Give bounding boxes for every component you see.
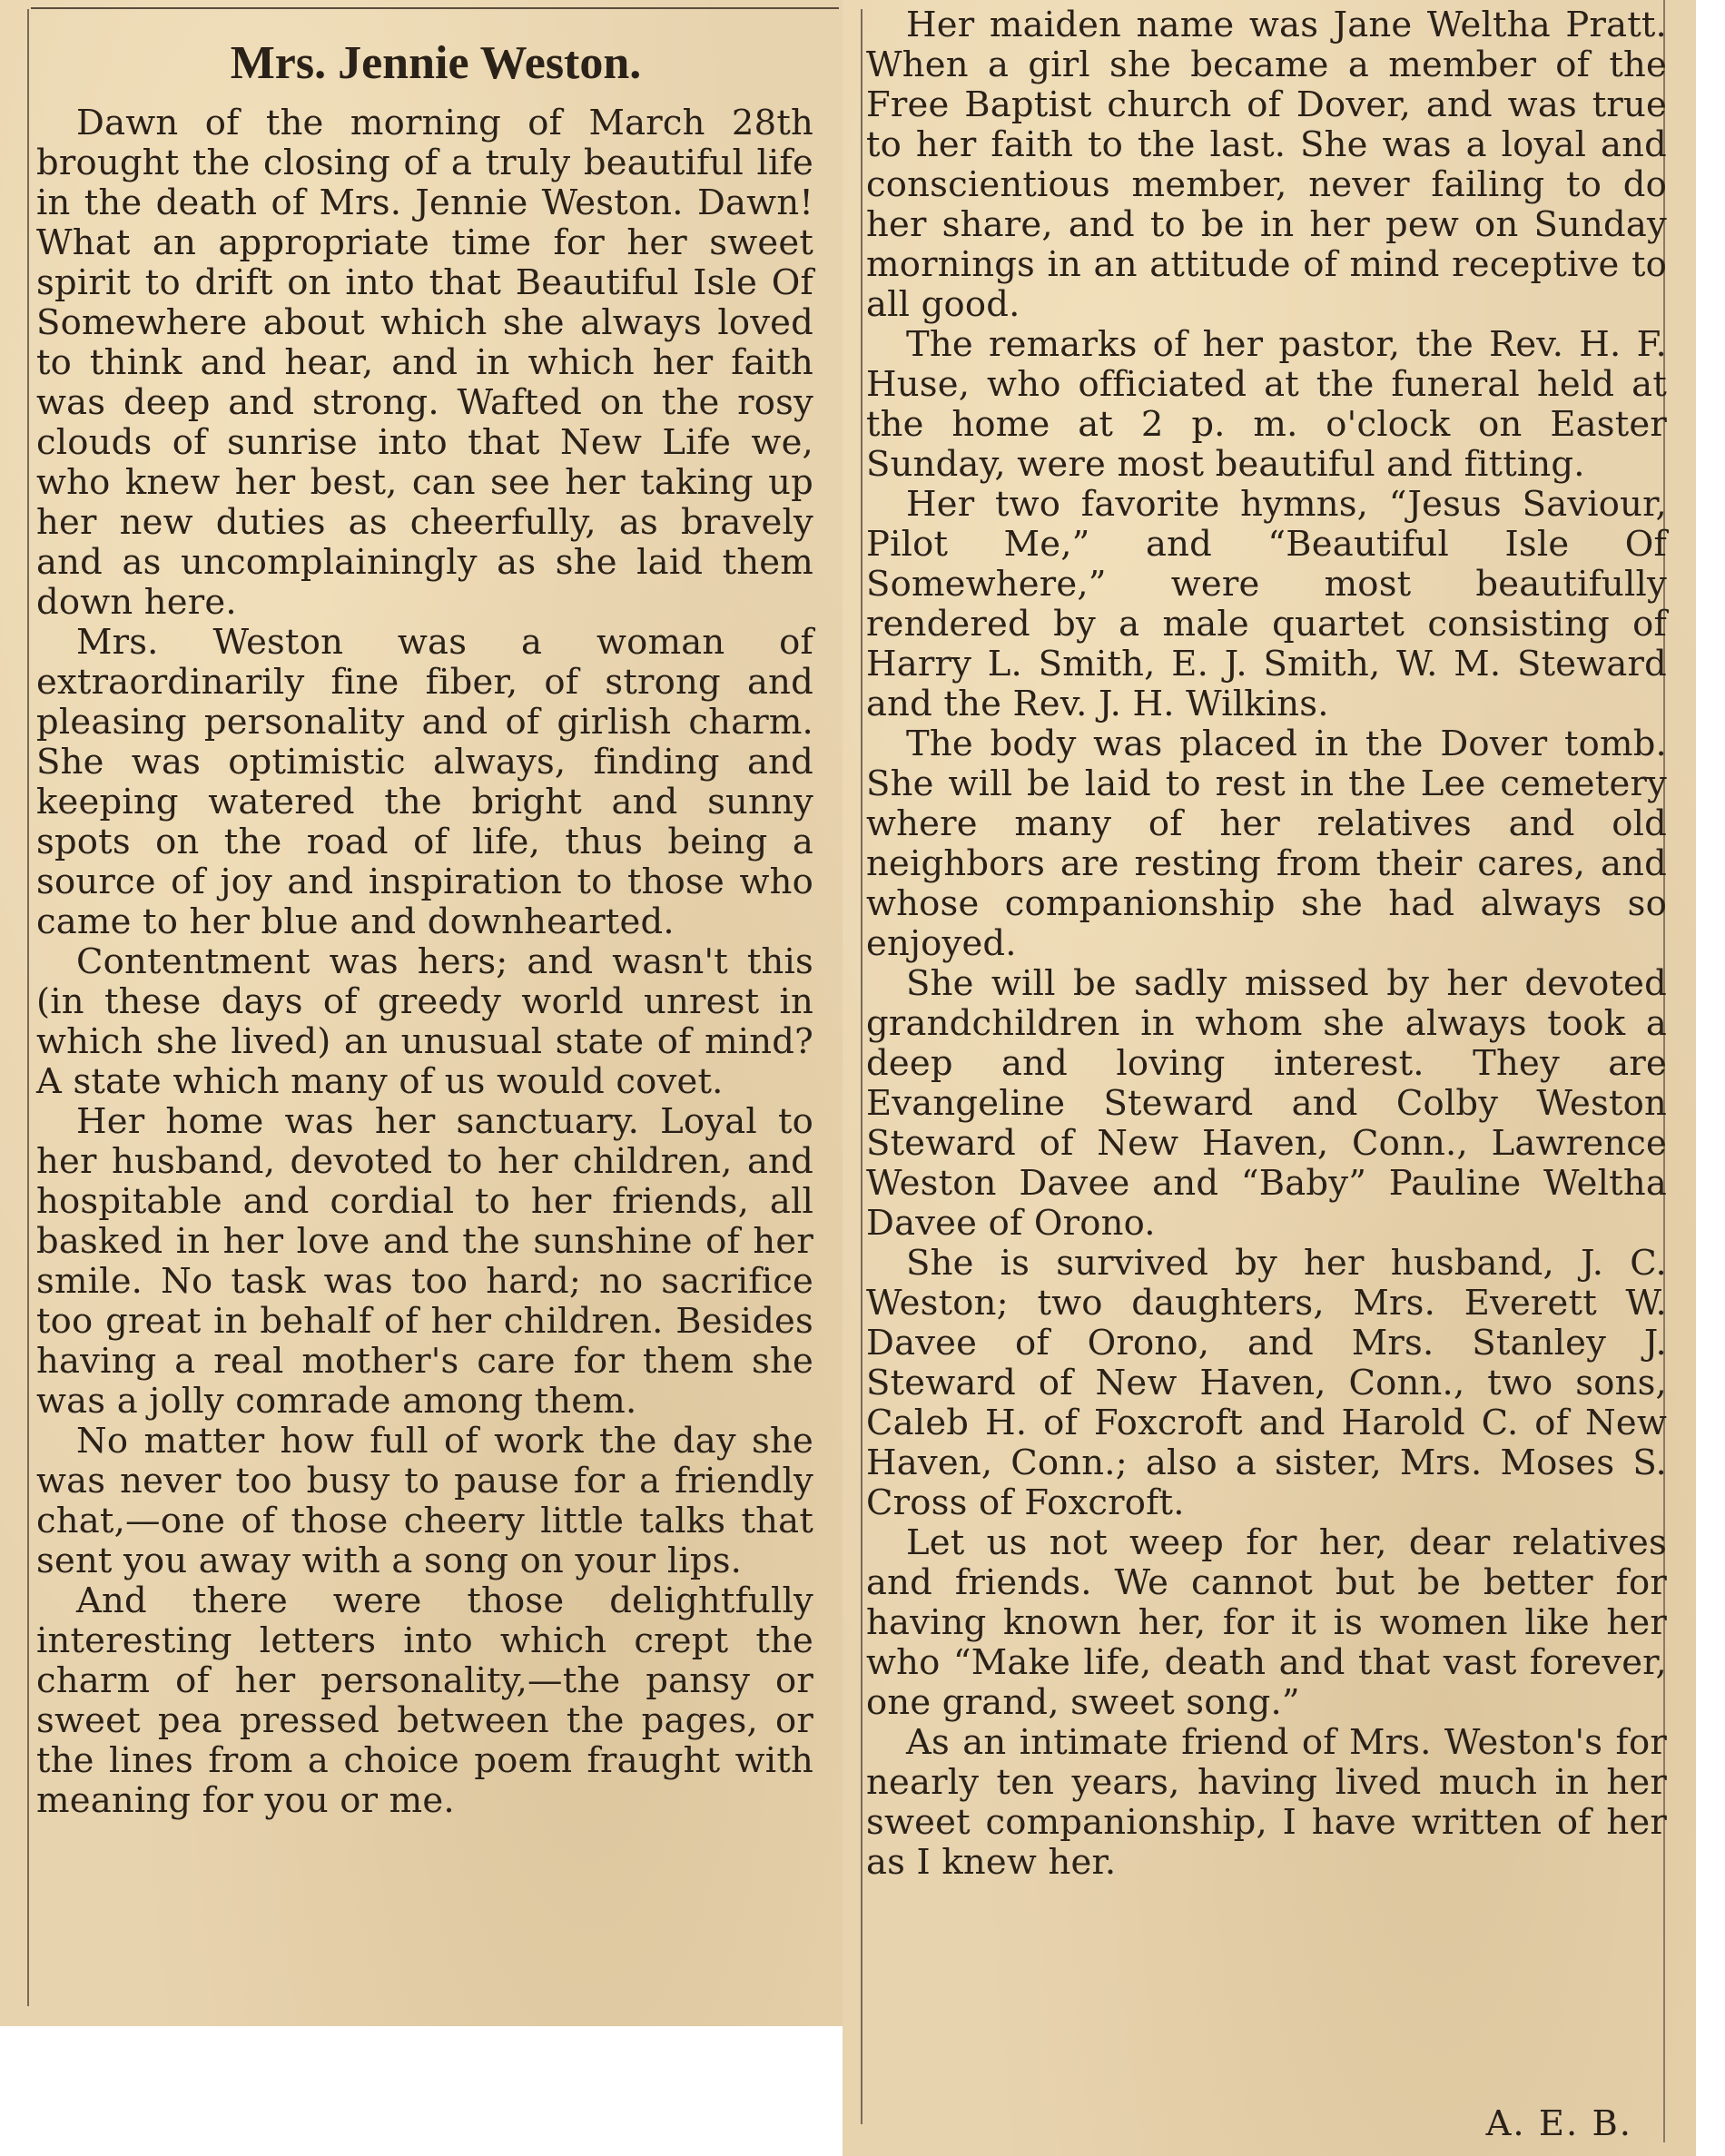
- column-left-rule: [27, 9, 29, 2006]
- paragraph: The remarks of her pastor, the Rev. H. F. Huse, who officiated at the funeral held at the home at 2 p. m. o'clock on Easter Sunday, were most beautiful and fitting.: [866, 324, 1667, 485]
- signature-initials: A. E. B.: [1485, 2103, 1632, 2144]
- column-top-rule: [31, 7, 839, 9]
- paragraph: The body was placed in the Dover tomb. She will be laid to rest in the Lee cemetery where many of her relatives and old neighbors are resting from their cares, and whose companionship she had always so enjoyed.: [866, 724, 1667, 964]
- paragraph: And there were those delightfully interesting letters into which crept the charm of her personality,—the pansy or sweet pea pressed between the pages, or the lines from a choice poem fraught with meaning for you or me.: [36, 1580, 813, 1821]
- column-divider-rule: [861, 9, 862, 2124]
- paragraph: No matter how full of work the day she was never too busy to pause for a friendly chat,—one of those cheery little talks that sent you away with a song on your lips.: [36, 1421, 813, 1581]
- left-column-text: [36, 103, 813, 1821]
- paragraph: Let us not weep for her, dear relatives and friends. We cannot but be better for having known her, for it is women like her who “Make life, death and that vast forever, one grand, sweet song.”: [866, 1522, 1667, 1723]
- paragraph: Dawn of the morning of March 28th brought the closing of a truly beautiful life in the death of Mrs. Jennie Weston. Dawn! What an appropriate time for her sweet spirit to drift on into that Beautiful Isle Of Somewhere about which she always loved to think and hear, and in which her faith was deep and strong. Wafted on the rosy clouds of sunrise into that New Life we, who knew her best, can see her taking up her new duties as cheerfully, as bravely and as uncomplainingly as she laid them down here.: [36, 103, 813, 623]
- paragraph: Her two favorite hymns, “Jesus Saviour, Pilot Me,” and “Beautiful Isle Of Somewhere,” were most beautifully rendered by a male quartet consisting of Harry L. Smith, E. J. Smith, W. M. Steward and the Rev. J. H. Wilkins.: [866, 484, 1667, 724]
- obituary-title: Mrs. Jennie Weston.: [230, 37, 642, 89]
- clipping-left-column: [0, 0, 844, 2026]
- right-column-text: [866, 5, 1667, 1883]
- paragraph: She is survived by her husband, J. C. Weston; two daughters, Mrs. Everett W. Davee of Orono, and Mrs. Stanley J. Steward of New Haven, Conn., two sons, Caleb H. of Foxcroft and Harold C. of New Haven, Conn.; also a sister, Mrs. Moses S. Cross of Foxcroft.: [866, 1243, 1667, 1523]
- paragraph: Contentment was hers; and wasn't this (in these days of greedy world unrest in which she lived) an unusual state of mind? A state which many of us would covet.: [36, 941, 813, 1102]
- paragraph: She will be sadly missed by her devoted grandchildren in whom she always took a deep and loving interest. They are Evangeline Steward and Colby Weston Steward of New Haven, Conn., Lawrence Weston Davee and “Baby” Pauline Weltha Davee of Orono.: [866, 963, 1667, 1244]
- paragraph: Her maiden name was Jane Weltha Pratt. When a girl she became a member of the Free Baptist church of Dover, and was true to her faith to the last. She was a loyal and conscientious member, never failing to do her share, and to be in her pew on Sunday mornings in an attitude of mind receptive to all good.: [866, 5, 1667, 325]
- paragraph: As an intimate friend of Mrs. Weston's for nearly ten years, having lived much in her sweet companionship, I have written of her as I knew her.: [866, 1722, 1667, 1883]
- paragraph: Her home was her sanctuary. Loyal to her husband, devoted to her children, and hospitable and cordial to her friends, all basked in her love and the sunshine of her smile. No task was too hard; no sacrifice too great in behalf of her children. Besides having a real mother's care for them she was a jolly comrade among them.: [36, 1101, 813, 1422]
- clipping-right-column: [843, 0, 1696, 2156]
- paragraph: Mrs. Weston was a woman of extraordinarily fine fiber, of strong and pleasing personality and of girlish charm. She was optimistic always, finding and keeping watered the bright and sunny spots on the road of life, thus being a source of joy and inspiration to those who came to her blue and downhearted.: [36, 622, 813, 942]
